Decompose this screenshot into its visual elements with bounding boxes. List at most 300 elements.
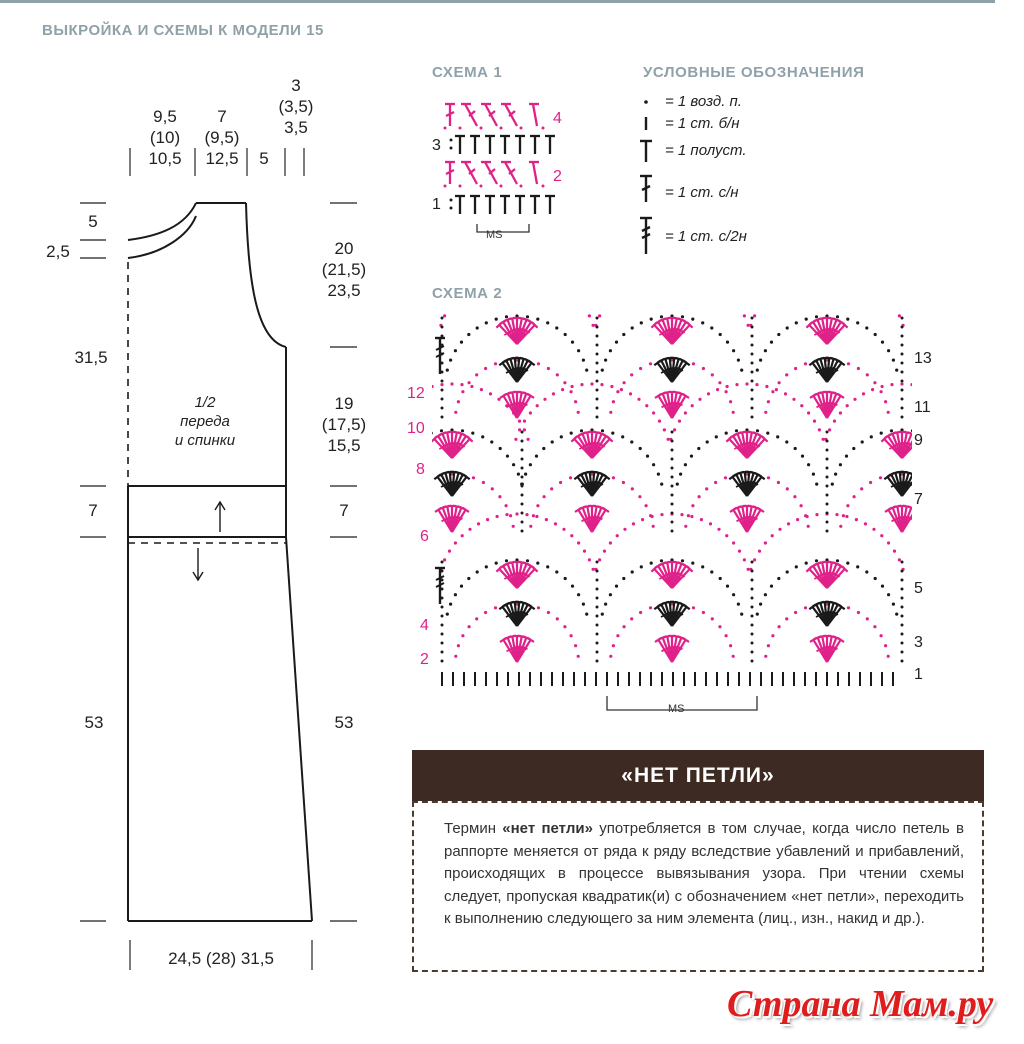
- stitch-mark: [592, 568, 595, 571]
- stitch-mark: [443, 558, 446, 561]
- stitch-mark: [441, 380, 444, 383]
- stitch-mark: [484, 367, 487, 370]
- stitch-mark: [610, 385, 613, 388]
- stitch-mark: [583, 550, 586, 553]
- stitch-mark: [751, 371, 754, 374]
- measure-value: 15,5: [327, 436, 361, 455]
- measure-value: 12,5: [205, 149, 239, 168]
- stitch-mark: [901, 398, 904, 401]
- page-title: ВЫКРОЙКА И СХЕМЫ К МОДЕЛИ 15: [42, 22, 324, 39]
- stitch-mark: [756, 429, 759, 432]
- stitch-mark: [900, 382, 903, 385]
- stitch-mark: [805, 318, 808, 321]
- stitch-mark: [826, 512, 829, 515]
- stitch-mark: [726, 385, 729, 388]
- stitch-mark: [484, 611, 487, 614]
- stitch-mark: [521, 440, 524, 443]
- stitch-mark: [822, 438, 825, 441]
- stitch-mark: [884, 644, 887, 647]
- stitch-mark: [705, 487, 708, 490]
- stitch-mark: [753, 314, 756, 317]
- stitch-mark: [839, 463, 842, 466]
- stitch-mark: [521, 467, 524, 470]
- stitch-mark: [751, 561, 754, 564]
- stitch-mark: [786, 570, 789, 573]
- stitch-mark: [751, 606, 754, 609]
- stitch-mark: [461, 390, 464, 393]
- stitch-mark: [901, 597, 904, 600]
- schema2-row-label: 6: [420, 528, 429, 545]
- stitch-mark: [521, 476, 524, 479]
- schema1-row-label: 2: [553, 168, 562, 185]
- stitch-mark: [518, 420, 521, 423]
- stitch-mark: [880, 634, 883, 637]
- stitch-mark: [449, 603, 452, 606]
- stitch-mark: [671, 512, 674, 515]
- stitch-mark: [751, 362, 754, 365]
- stitch-mark: [468, 381, 471, 384]
- stitch-mark: [536, 504, 539, 507]
- stitch-mark: [743, 314, 746, 317]
- stitch-mark: [615, 585, 618, 588]
- stitch-mark: [702, 367, 705, 370]
- stitch-mark: [480, 388, 483, 391]
- stitch-mark: [826, 440, 829, 443]
- stitch-mark: [600, 383, 603, 386]
- stitch-mark: [632, 522, 635, 525]
- stitch-mark: [776, 435, 779, 438]
- stitch-mark: [546, 321, 549, 324]
- stitch-mark: [812, 473, 815, 476]
- stitch-mark: [448, 550, 451, 553]
- stitch-mark: [743, 558, 746, 561]
- stitch-mark: [792, 398, 795, 401]
- measure-value: 9,5: [153, 107, 177, 126]
- chain-stitch-icon: [644, 100, 648, 104]
- stitch-mark: [460, 585, 463, 588]
- stitch-mark: [826, 467, 829, 470]
- stitch-mark: [467, 577, 470, 580]
- stitch-mark: [671, 521, 674, 524]
- stitch-mark: [596, 362, 599, 365]
- stitch-mark: [800, 504, 803, 507]
- stitch-mark: [471, 432, 474, 435]
- legend-item: = 1 ст. с/н: [665, 184, 739, 201]
- stitch-mark: [671, 431, 674, 434]
- stitch-mark: [887, 541, 890, 544]
- stitch-mark: [910, 383, 912, 386]
- stitch-mark: [532, 514, 535, 517]
- stitch-mark: [521, 494, 524, 497]
- stitch-mark: [521, 512, 524, 515]
- stitch-mark: [758, 550, 761, 553]
- stitch-mark: [468, 528, 471, 531]
- stitch-mark: [631, 487, 634, 490]
- stitch-mark: [785, 440, 788, 443]
- stitch-mark: [794, 367, 797, 370]
- stitch-mark: [901, 362, 904, 365]
- stitch-mark: [881, 385, 884, 388]
- measure-value: 19: [334, 394, 354, 413]
- stitch-mark: [751, 317, 754, 320]
- stitch-mark: [660, 513, 663, 516]
- stitch-mark: [839, 411, 842, 414]
- stitch-mark: [800, 404, 803, 407]
- stitch-mark: [671, 476, 674, 479]
- top-width-c: 5: [259, 149, 269, 168]
- right-side: [316, 393, 372, 456]
- schema2-row-label: 8: [416, 461, 425, 478]
- stitch-mark: [441, 317, 444, 320]
- stitch-mark: [671, 449, 674, 452]
- stitch-mark: [555, 326, 558, 329]
- stitch-mark: [649, 514, 652, 517]
- stitch-mark: [604, 359, 607, 362]
- stitch-mark: [807, 525, 810, 528]
- stitch-mark: [612, 644, 615, 647]
- stitch-mark: [751, 570, 754, 573]
- stitch-mark: [805, 562, 808, 565]
- stitch-mark: [898, 314, 901, 317]
- stitch-mark: [521, 449, 524, 452]
- stitch-mark: [901, 624, 904, 627]
- stitch-mark: [461, 534, 464, 537]
- stitch-mark: [512, 525, 515, 528]
- half-double-crochet-icon: [640, 141, 652, 162]
- stitch-mark: [700, 518, 703, 521]
- stitch-mark: [831, 483, 834, 486]
- stitch-mark: [764, 411, 767, 414]
- stitch-mark: [497, 398, 500, 401]
- stitch-mark: [577, 541, 580, 544]
- stitch-mark: [638, 495, 641, 498]
- stitch-mark: [751, 624, 754, 627]
- stitch-mark: [785, 373, 788, 376]
- stitch-mark: [717, 528, 720, 531]
- stitch-mark: [794, 611, 797, 614]
- stitch-mark: [671, 458, 674, 461]
- stitch-mark: [901, 389, 904, 392]
- stitch-mark: [489, 392, 492, 395]
- measure-value: 3: [291, 76, 301, 95]
- left-neck-depth: 5: [88, 212, 98, 231]
- stitch-mark: [555, 570, 558, 573]
- stitch-mark: [751, 353, 754, 356]
- stitch-mark: [826, 530, 829, 533]
- stitch-mark: [691, 318, 694, 321]
- stitch-mark: [443, 314, 446, 317]
- stitch-mark: [652, 525, 655, 528]
- stitch-mark: [709, 522, 712, 525]
- stitch-mark: [592, 324, 595, 327]
- stitch-mark: [641, 518, 644, 521]
- stitch-mark: [698, 495, 701, 498]
- stitch-mark: [515, 512, 518, 515]
- stitch-mark: [846, 504, 849, 507]
- stitch-mark: [649, 606, 652, 609]
- stitch-mark: [491, 487, 494, 490]
- stitch-mark: [710, 570, 713, 573]
- measure-value: 23,5: [327, 281, 361, 300]
- schema2-chart: [432, 310, 912, 720]
- stitch-mark: [895, 613, 898, 616]
- stitch-mark: [795, 321, 798, 324]
- stitch-mark: [815, 513, 818, 516]
- stitch-mark: [505, 559, 508, 562]
- stitch-mark: [887, 349, 890, 352]
- stitch-mark: [751, 398, 754, 401]
- stitch-mark: [853, 495, 856, 498]
- stitch-mark: [616, 634, 619, 637]
- stitch-mark: [609, 655, 612, 658]
- stitch-mark: [893, 550, 896, 553]
- stitch-mark: [467, 333, 470, 336]
- stitch-mark: [526, 315, 529, 318]
- stitch-mark: [853, 398, 856, 401]
- stitch-mark: [815, 559, 818, 562]
- stitch-mark: [562, 528, 565, 531]
- stitch-mark: [577, 593, 580, 596]
- stitch-mark: [767, 644, 770, 647]
- stitch-mark: [901, 633, 904, 636]
- stitch-mark: [737, 603, 740, 606]
- stitch-mark: [570, 390, 573, 393]
- stitch-mark: [901, 344, 904, 347]
- stitch-mark: [450, 382, 453, 385]
- stitch-mark: [630, 617, 633, 620]
- stitch-mark: [490, 440, 493, 443]
- stitch-mark: [596, 335, 599, 338]
- stitch-mark: [813, 420, 816, 423]
- stitch-mark: [784, 392, 787, 395]
- stitch-mark: [911, 429, 912, 432]
- stitch-mark: [571, 585, 574, 588]
- stitch-mark: [536, 562, 539, 565]
- stitch-mark: [596, 615, 599, 618]
- stitch-mark: [751, 326, 754, 329]
- stitch-mark: [845, 455, 848, 458]
- stitch-mark: [590, 382, 593, 385]
- stitch-mark: [601, 429, 604, 432]
- stitch-mark: [506, 455, 509, 458]
- stitch-mark: [771, 390, 774, 393]
- stitch-mark: [706, 440, 709, 443]
- stitch-mark: [690, 455, 693, 458]
- stitch-mark: [846, 562, 849, 565]
- stitch-mark: [441, 633, 444, 636]
- stitch-mark: [550, 487, 553, 490]
- stitch-mark: [596, 389, 599, 392]
- stitch-mark: [521, 521, 524, 524]
- stitch-mark: [702, 611, 705, 614]
- stitch-mark: [855, 518, 858, 521]
- stitch-mark: [716, 388, 719, 391]
- stitch-mark: [596, 651, 599, 654]
- stitch-mark: [890, 383, 893, 386]
- stitch-mark: [652, 463, 655, 466]
- stitch-mark: [901, 570, 904, 573]
- legend-item: = 1 ст. б/н: [665, 115, 740, 132]
- stitch-mark: [547, 367, 550, 370]
- stitch-mark: [794, 447, 797, 450]
- stitch-mark: [770, 585, 773, 588]
- stitch-mark: [598, 314, 601, 317]
- stitch-mark: [596, 588, 599, 591]
- stitch-mark: [671, 485, 674, 488]
- stitch-mark: [577, 655, 580, 658]
- stitch-mark: [845, 515, 848, 518]
- schema2-title: СХЕМА 2: [432, 285, 503, 302]
- stitch-mark: [691, 562, 694, 565]
- note-text-pre: Термин: [444, 820, 503, 837]
- stitch-mark: [523, 420, 526, 423]
- stitch-mark: [901, 326, 904, 329]
- stitch-mark: [901, 615, 904, 618]
- stitch-mark: [751, 642, 754, 645]
- stitch-mark: [563, 381, 566, 384]
- stitch-mark: [441, 642, 444, 645]
- stitch-mark: [756, 369, 759, 372]
- stitch-mark: [440, 383, 443, 386]
- stitch-mark: [612, 476, 615, 479]
- stitch-mark: [660, 559, 663, 562]
- stitch-mark: [521, 458, 524, 461]
- schema2-row-label: 10: [407, 420, 425, 437]
- stitch-mark: [526, 559, 529, 562]
- stitch-mark: [441, 561, 444, 564]
- stitch-mark: [839, 525, 842, 528]
- stitch-mark: [476, 570, 479, 573]
- stitch-mark: [818, 428, 821, 431]
- stitch-mark: [795, 565, 798, 568]
- schema2-row-label: 3: [914, 634, 923, 651]
- legend-item: = 1 возд. п.: [665, 93, 742, 110]
- measure-value: (21,5): [321, 260, 367, 279]
- stitch-mark: [715, 435, 718, 438]
- schema2-row-label: 11: [914, 399, 931, 416]
- stitch-mark: [901, 642, 904, 645]
- stitch-mark: [622, 333, 625, 336]
- left-bodice: 31,5: [74, 348, 108, 367]
- legend-item: = 1 ст. с/2н: [665, 228, 747, 245]
- stitch-mark: [767, 476, 770, 479]
- stitch-mark: [834, 473, 837, 476]
- stitch-mark: [815, 483, 818, 486]
- stitch-mark: [639, 611, 642, 614]
- stitch-mark: [871, 388, 874, 391]
- stitch-mark: [869, 481, 872, 484]
- stitch-mark: [804, 606, 807, 609]
- stitch-mark: [604, 603, 607, 606]
- stitch-mark: [892, 359, 895, 362]
- stitch-mark: [725, 432, 728, 435]
- stitch-mark: [649, 362, 652, 365]
- stitch-mark: [785, 617, 788, 620]
- stitch-mark: [564, 333, 567, 336]
- stitch-mark: [527, 438, 530, 441]
- stitch-mark: [887, 593, 890, 596]
- stitch-mark: [732, 655, 735, 658]
- stitch-mark: [552, 392, 555, 395]
- stitch-mark: [446, 613, 449, 616]
- stitch-mark: [775, 388, 778, 391]
- stitch-mark: [622, 577, 625, 580]
- stitch-mark: [446, 369, 449, 372]
- stitch-mark: [542, 447, 545, 450]
- stitch-mark: [616, 534, 619, 537]
- schema1-row-label: 4: [553, 110, 562, 127]
- stitch-mark: [667, 438, 670, 441]
- stitch-mark: [596, 326, 599, 329]
- stitch-mark: [536, 318, 539, 321]
- stitch-mark: [751, 335, 754, 338]
- stitch-mark: [771, 634, 774, 637]
- stitch-mark: [596, 642, 599, 645]
- stitch-mark: [505, 513, 508, 516]
- stitch-mark: [901, 579, 904, 582]
- stitch-mark: [657, 473, 660, 476]
- stitch-mark: [623, 381, 626, 384]
- stitch-mark: [771, 534, 774, 537]
- stitch-mark: [441, 326, 444, 329]
- stitch-mark: [521, 503, 524, 506]
- stitch-mark: [521, 530, 524, 533]
- stitch-mark: [598, 558, 601, 561]
- stitch-mark: [856, 565, 859, 568]
- stitch-mark: [860, 487, 863, 490]
- stitch-mark: [596, 317, 599, 320]
- stitch-mark: [701, 565, 704, 568]
- stitch-mark: [684, 463, 687, 466]
- schema1-repeat-label: MS: [486, 229, 503, 241]
- double-crochet-icon: [640, 176, 652, 202]
- stitch-mark: [494, 362, 497, 365]
- stitch-mark: [524, 473, 527, 476]
- stitch-mark: [872, 528, 875, 531]
- stitch-mark: [461, 429, 464, 432]
- stitch-mark: [890, 429, 893, 432]
- stitch-mark: [570, 634, 573, 637]
- stitch-mark: [663, 428, 666, 431]
- schema2-row-label: 2: [420, 651, 429, 668]
- measure-value: 20: [334, 239, 354, 258]
- stitch-mark: [719, 577, 722, 580]
- stitch-mark: [603, 550, 606, 553]
- stitch-mark: [866, 373, 869, 376]
- stitch-mark: [714, 481, 717, 484]
- stitch-mark: [596, 344, 599, 347]
- stitch-mark: [441, 407, 444, 410]
- stitch-mark: [616, 390, 619, 393]
- stitch-mark: [681, 315, 684, 318]
- stitch-mark: [470, 385, 473, 388]
- stitch-mark: [751, 651, 754, 654]
- stitch-mark: [676, 483, 679, 486]
- stitch-mark: [755, 383, 758, 386]
- stitch-mark: [637, 398, 640, 401]
- stitch-mark: [753, 558, 756, 561]
- stitch-mark: [751, 416, 754, 419]
- stitch-mark: [835, 513, 838, 516]
- stitch-mark: [751, 597, 754, 600]
- stitch-mark: [482, 481, 485, 484]
- stitch-mark: [596, 597, 599, 600]
- stitch-mark: [873, 625, 876, 628]
- stitch-mark: [441, 660, 444, 663]
- stitch-mark: [828, 428, 831, 431]
- schema2-row-label: 4: [420, 617, 429, 634]
- stitch-mark: [732, 411, 735, 414]
